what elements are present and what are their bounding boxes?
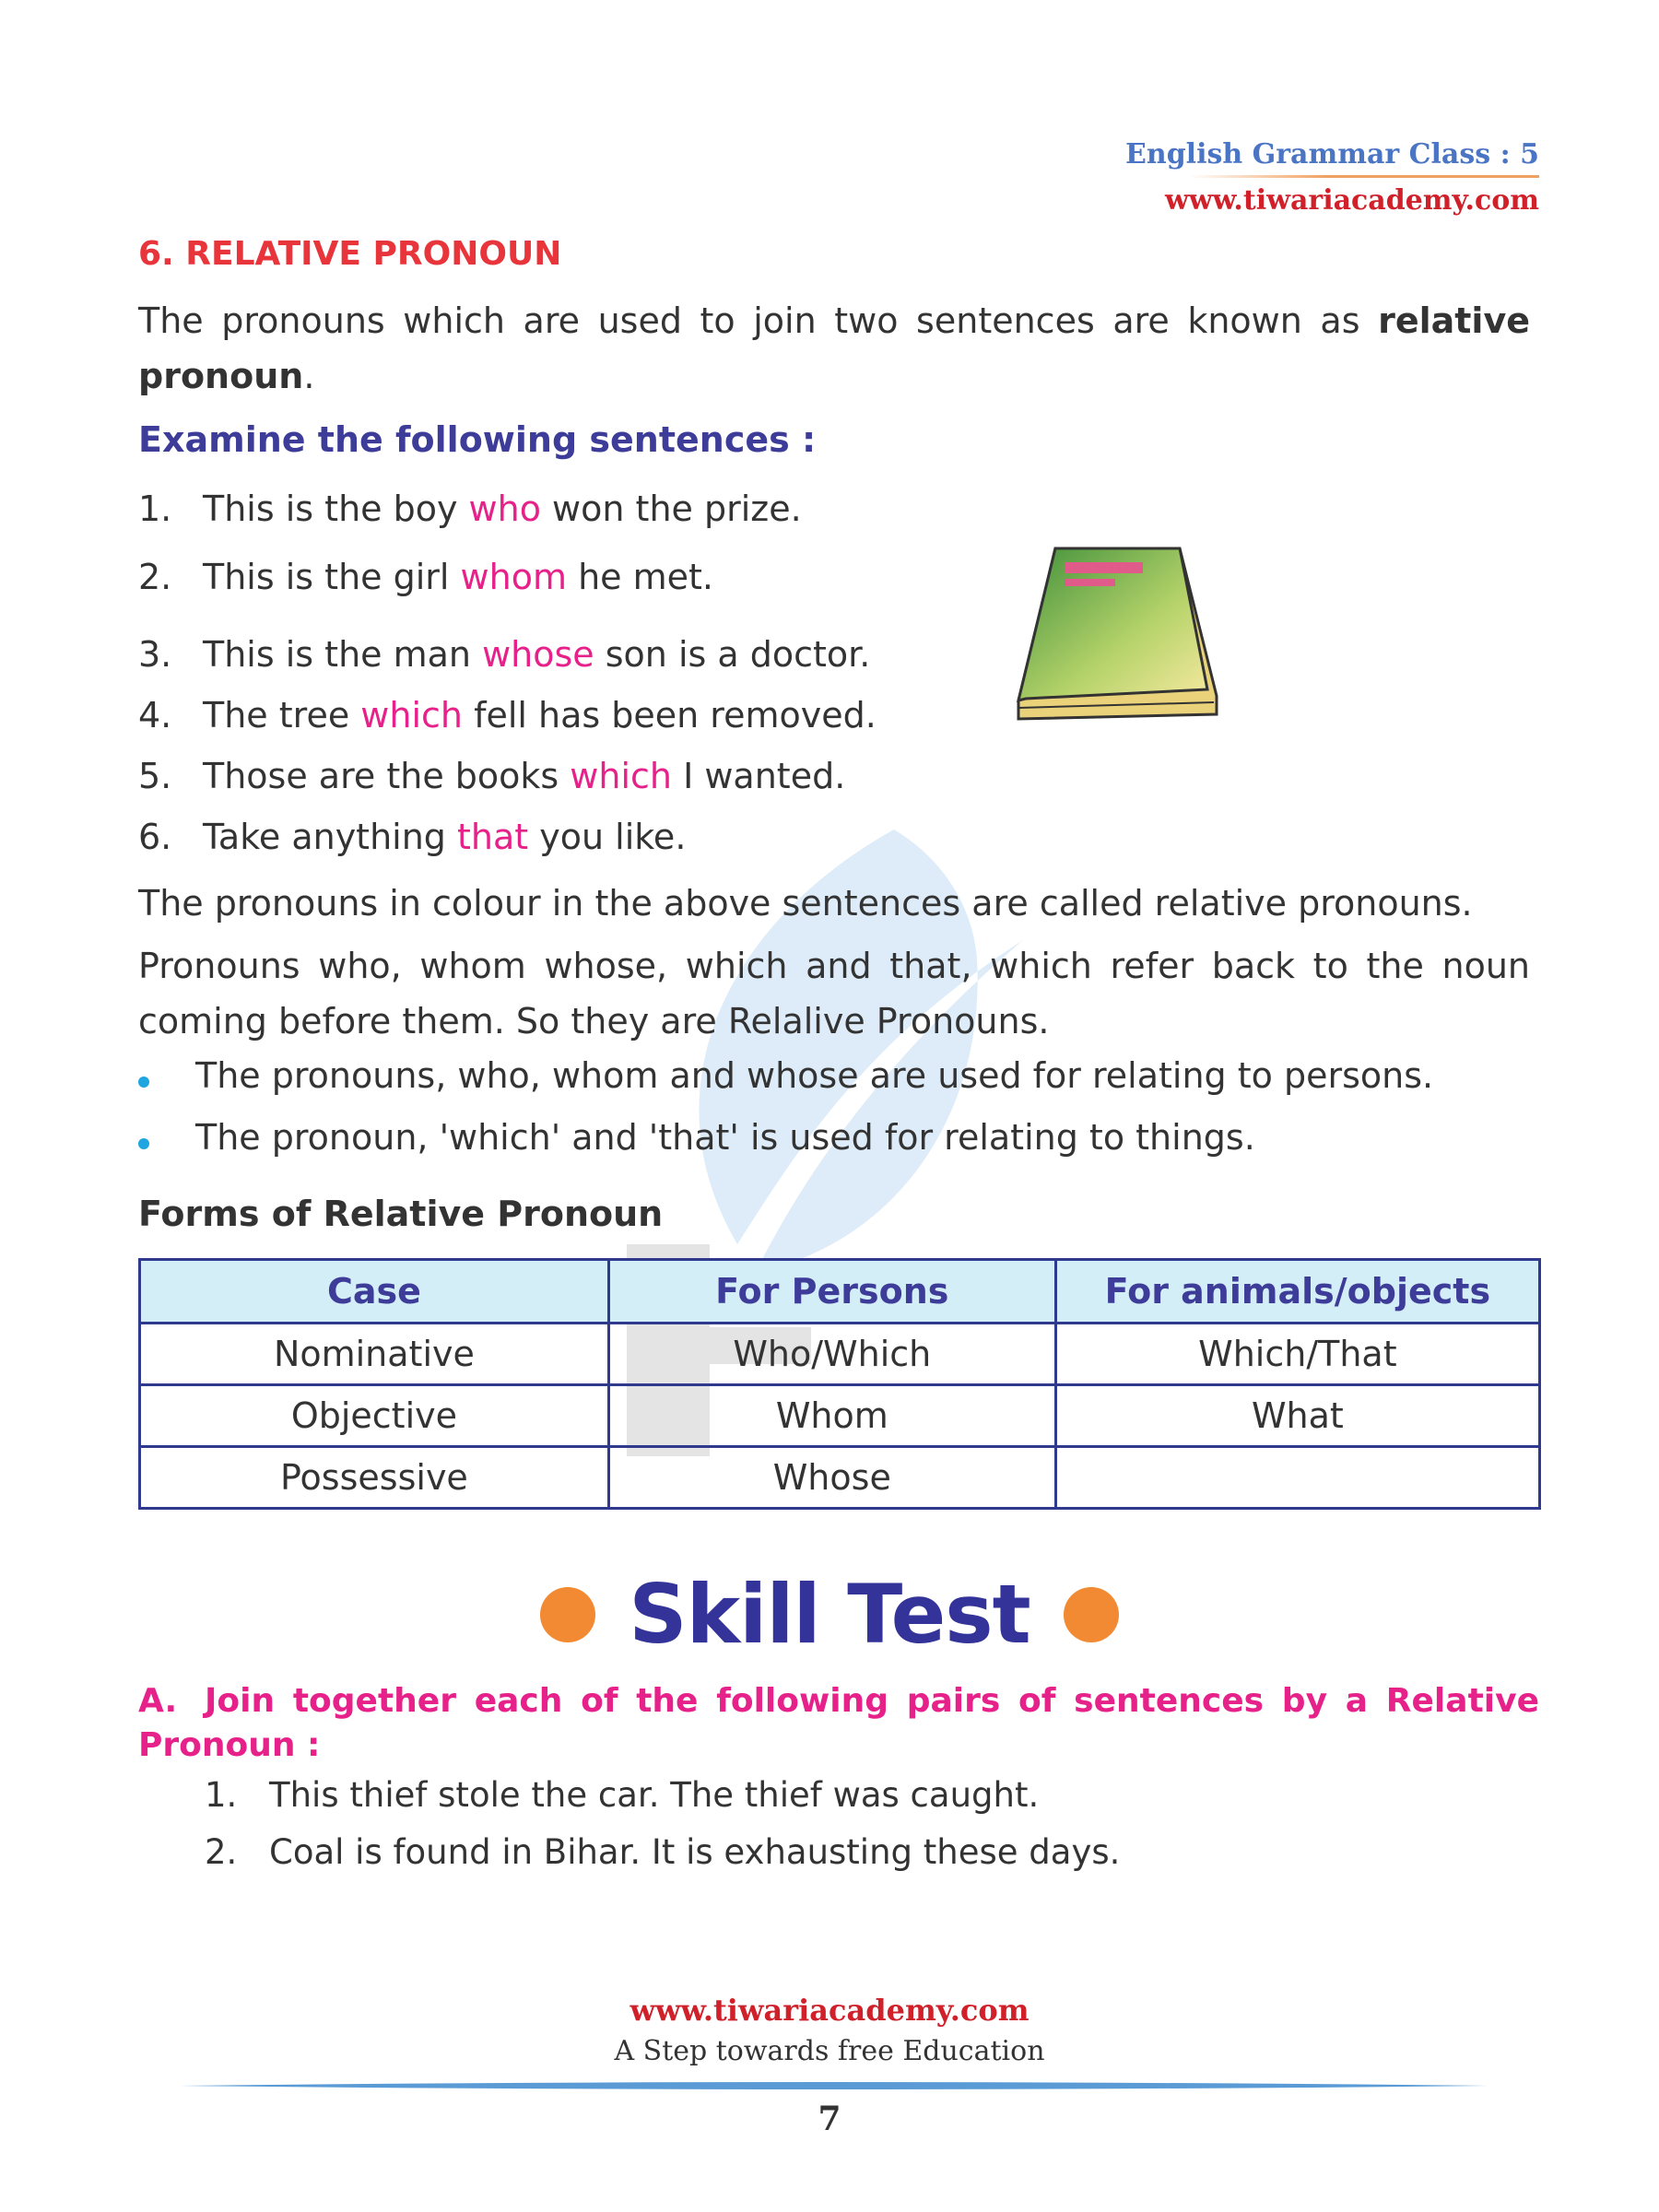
relative-pronoun-highlight: which (570, 756, 672, 796)
table-cell: Nominative (140, 1324, 609, 1385)
book-illustration (1000, 544, 1230, 728)
table-cell: Who/Which (608, 1324, 1055, 1385)
question-item: 2. Coal is found in Bihar. It is exhausting these days. (205, 1832, 1121, 1872)
skill-test-title: Skill Test (0, 1567, 1659, 1662)
relative-pronoun-highlight: that (457, 817, 529, 857)
table-cell: Whom (608, 1385, 1055, 1447)
relative-pronoun-highlight: whose (482, 634, 594, 675)
table-cell: Objective (140, 1385, 609, 1447)
table-row (140, 1324, 1540, 1385)
example-sentence: 3. This is the man whose son is a doctor. (138, 634, 871, 675)
explanation-paragraph: Pronouns who, whom whose, which and that, which refer back to the noun coming before them. So they are Relalive Pronouns. (138, 946, 1530, 1041)
table-cell: Which/That (1055, 1324, 1539, 1385)
bullet-dot-icon (138, 1138, 149, 1149)
explanation-line: The pronouns in colour in the above sentences are called relative pronouns. (138, 883, 1473, 924)
column-header: For Persons (608, 1260, 1055, 1324)
section-title: 6. RELATIVE PRONOUN (138, 235, 562, 273)
table-cell: What (1055, 1385, 1539, 1447)
orange-dot-icon (540, 1587, 595, 1642)
header-url[interactable]: www.tiwariacademy.com (1164, 184, 1539, 217)
footer-url[interactable]: www.tiwariacademy.com (629, 1993, 1030, 2028)
orange-dot-icon (1064, 1587, 1119, 1642)
header-divider (1189, 175, 1539, 178)
page-number: 7 (818, 2100, 841, 2138)
column-header: Case (140, 1260, 609, 1324)
question-heading: A. Join together each of the following pairs of sentences by a Relative Pronoun : (138, 1682, 1539, 1764)
relative-pronoun-table (138, 1258, 1541, 1510)
example-sentence: 1. This is the boy who won the prize. (138, 488, 802, 529)
question-item: 1. This thief stole the car. The thief was caught. (205, 1775, 1040, 1815)
intro-bold-term: relative pronoun (138, 300, 1530, 396)
bullet-dot-icon (138, 1077, 149, 1088)
column-header: For animals/objects (1055, 1260, 1539, 1324)
example-sentence: 5. Those are the books which I wanted. (138, 756, 846, 796)
bullet-item: The pronouns, who, whom and whose are used for relating to persons. (138, 1055, 1433, 1096)
table-cell (1055, 1447, 1539, 1509)
example-sentence: 6. Take anything that you like. (138, 817, 687, 857)
footer-divider (180, 2081, 1488, 2090)
footer-tagline: A Step towards free Education (614, 2035, 1045, 2067)
example-sentence: 2. This is the girl whom he met. (138, 557, 713, 597)
relative-pronoun-highlight: who (468, 488, 541, 529)
forms-heading: Forms of Relative Pronoun (138, 1194, 664, 1234)
relative-pronoun-highlight: whom (460, 557, 567, 597)
table-cell: Whose (608, 1447, 1055, 1509)
example-sentence: 4. The tree which fell has been removed. (138, 695, 877, 735)
table-row (140, 1447, 1540, 1509)
header-title: English Grammar Class : 5 (1125, 138, 1539, 171)
table-row (140, 1385, 1540, 1447)
table-header-row (140, 1260, 1540, 1324)
bullet-item: The pronoun, 'which' and 'that' is used for relating to things. (138, 1117, 1255, 1158)
table-cell: Possessive (140, 1447, 609, 1509)
intro-paragraph: The pronouns which are used to join two sentences are known as relative pronoun. (138, 300, 1530, 396)
relative-pronoun-highlight: which (360, 695, 463, 735)
examine-heading: Examine the following sentences : (138, 419, 817, 460)
